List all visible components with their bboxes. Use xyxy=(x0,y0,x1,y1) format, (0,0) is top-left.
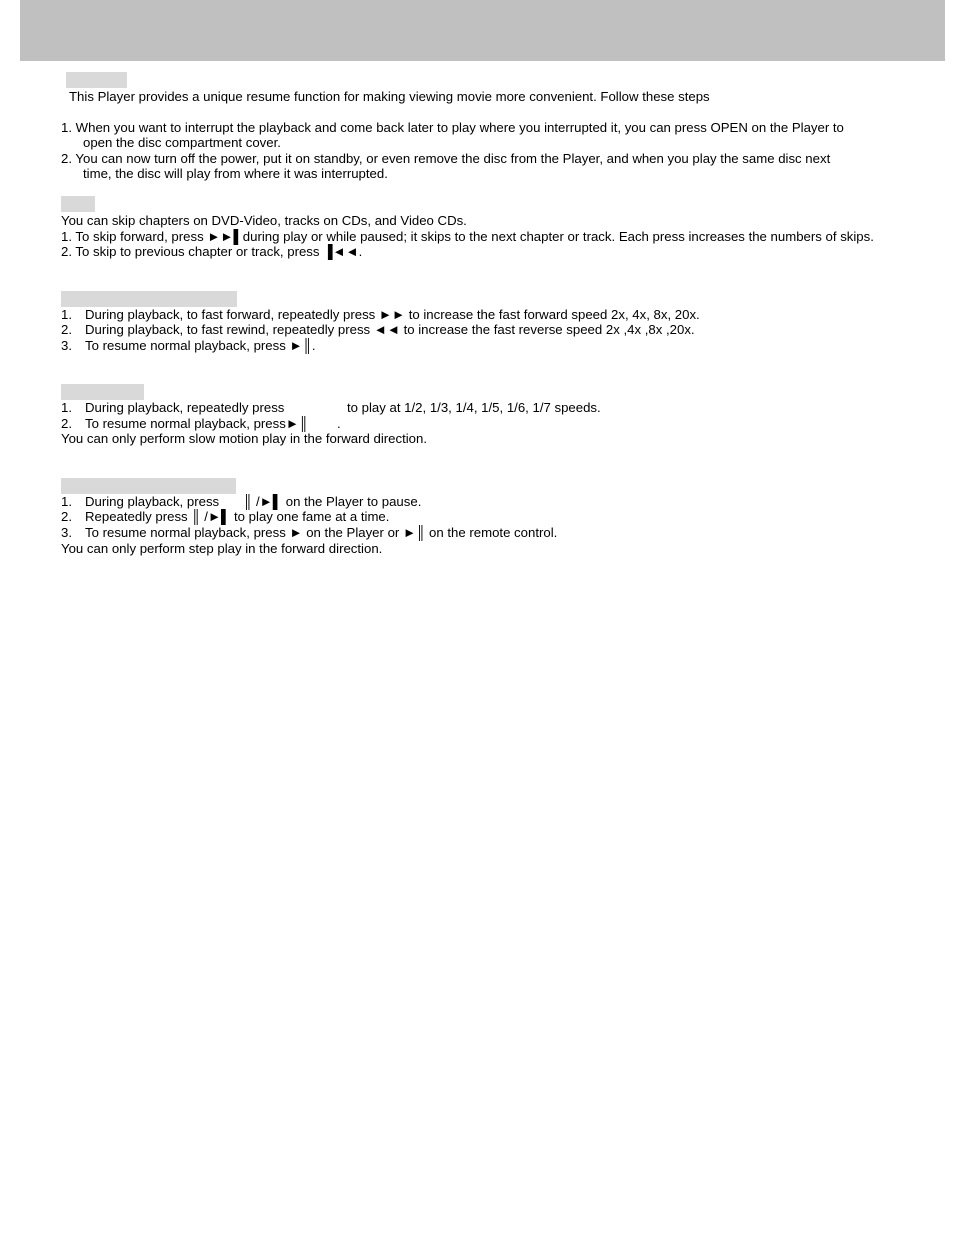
fast-step-2-number: 2. xyxy=(61,322,72,337)
step-heading-highlight xyxy=(61,478,236,494)
slow-step-1-number: 1. xyxy=(61,400,72,415)
skip-heading-highlight xyxy=(61,196,95,212)
resume-step-1-cont: open the disc compartment cover. xyxy=(83,135,281,150)
resume-step-2-cont: time, the disc will play from where it was interrupted. xyxy=(83,166,388,181)
fast-step-1: During playback, to fast forward, repeatedly press ►► to increase the fast forward speed 2x, 4x, 8x, 20x. xyxy=(85,307,700,322)
page-header-bar xyxy=(20,0,945,61)
resume-intro: This Player provides a unique resume function for making viewing movie more convenient. Follow these steps xyxy=(69,89,710,104)
slow-step-2-period: . xyxy=(337,416,341,431)
skip-intro: You can skip chapters on DVD-Video, tracks on CDs, and Video CDs. xyxy=(61,213,467,228)
step-step-2: Repeatedly press ║ /►▌ to play one fame at a time. xyxy=(85,509,390,524)
fast-step-2: During playback, to fast rewind, repeatedly press ◄◄ to increase the fast reverse speed 2x ,4x ,8x ,20x. xyxy=(85,322,695,337)
step-step-3-number: 3. xyxy=(61,525,72,540)
step-note: You can only perform step play in the forward direction. xyxy=(61,541,383,556)
skip-step-2: 2. To skip to previous chapter or track, press ▐◄◄. xyxy=(61,244,363,259)
step-step-1: During playback, press xyxy=(85,494,220,509)
slow-step-1-cont: to play at 1/2, 1/3, 1/4, 1/5, 1/6, 1/7 speeds. xyxy=(347,400,601,415)
slow-step-1: During playback, repeatedly press xyxy=(85,400,285,415)
fast-heading-highlight xyxy=(61,291,237,307)
step-step-1-number: 1. xyxy=(61,494,72,509)
step-step-3: To resume normal playback, press ► on the Player or ►║ on the remote control. xyxy=(85,525,558,540)
slow-step-2-number: 2. xyxy=(61,416,72,431)
slow-note: You can only perform slow motion play in the forward direction. xyxy=(61,431,428,446)
slow-heading-highlight xyxy=(61,384,144,400)
fast-step-3-number: 3. xyxy=(61,338,72,353)
step-step-2-number: 2. xyxy=(61,509,72,524)
resume-step-1: 1. When you want to interrupt the playback and come back later to play where you interrupted it, you can press OPEN on the Player to xyxy=(61,120,844,135)
fast-step-3: To resume normal playback, press ►║. xyxy=(85,338,316,353)
fast-step-1-number: 1. xyxy=(61,307,72,322)
resume-step-2: 2. You can now turn off the power, put it on standby, or even remove the disc from the Player, and when you play the same disc next xyxy=(61,151,831,166)
step-step-1-cont: ║ /►▌ on the Player to pause. xyxy=(243,494,422,509)
skip-step-1: 1. To skip forward, press ►►▌during play or while paused; it skips to the next chapter or track. Each press increases the numbers of skips. xyxy=(61,229,874,244)
resume-heading-highlight xyxy=(66,72,127,88)
slow-step-2: To resume normal playback, press►║ xyxy=(85,416,309,431)
